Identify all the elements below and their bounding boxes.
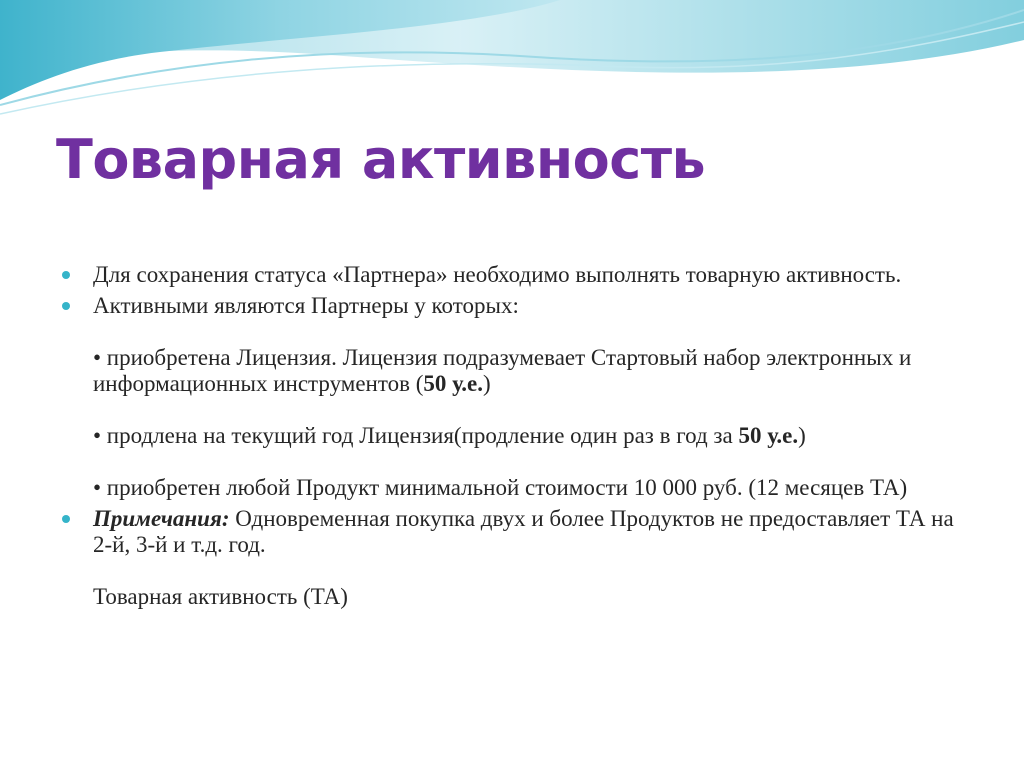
bullet-text: Активными являются Партнеры у которых:	[93, 293, 519, 318]
bullet-icon	[62, 271, 70, 279]
sub-item	[62, 345, 962, 397]
sub-item	[62, 475, 962, 501]
sub-item-suffix: )	[798, 423, 806, 448]
bullet-text: Одновременная покупка двух и более Продуктов не предоставляет ТА на 2-й, 3-й и т.д. год.	[93, 506, 954, 557]
bullet-text: Для сохранения статуса «Партнера» необходимо выполнять товарную активность.	[93, 262, 902, 287]
slide-title: Товарная активность	[56, 128, 706, 191]
bullet-icon	[62, 515, 70, 523]
wave-header-decoration	[0, 0, 1024, 120]
note-label: Примечания:	[93, 506, 230, 531]
list-item	[62, 262, 962, 288]
sub-item-text: • приобретен любой Продукт минимальной стоимости 10 000 руб. (12 месяцев ТА)	[93, 475, 908, 500]
price-value: 50 у.е.	[738, 423, 799, 448]
price-value: 50 у.е.	[423, 371, 484, 396]
sub-item-text: • приобретена Лицензия. Лицензия подразумевает Стартовый набор электронных и информационных инструментов (	[93, 345, 912, 396]
footer-text: Товарная активность (ТА)	[93, 584, 348, 609]
bullet-icon	[62, 302, 70, 310]
sub-item	[62, 423, 962, 449]
sub-item-text: • продлена на текущий год Лицензия(продление один раз в год за	[93, 423, 739, 448]
list-item	[62, 293, 962, 319]
list-item	[62, 506, 962, 558]
slide-content	[62, 262, 962, 610]
sub-item-suffix: )	[483, 371, 491, 396]
